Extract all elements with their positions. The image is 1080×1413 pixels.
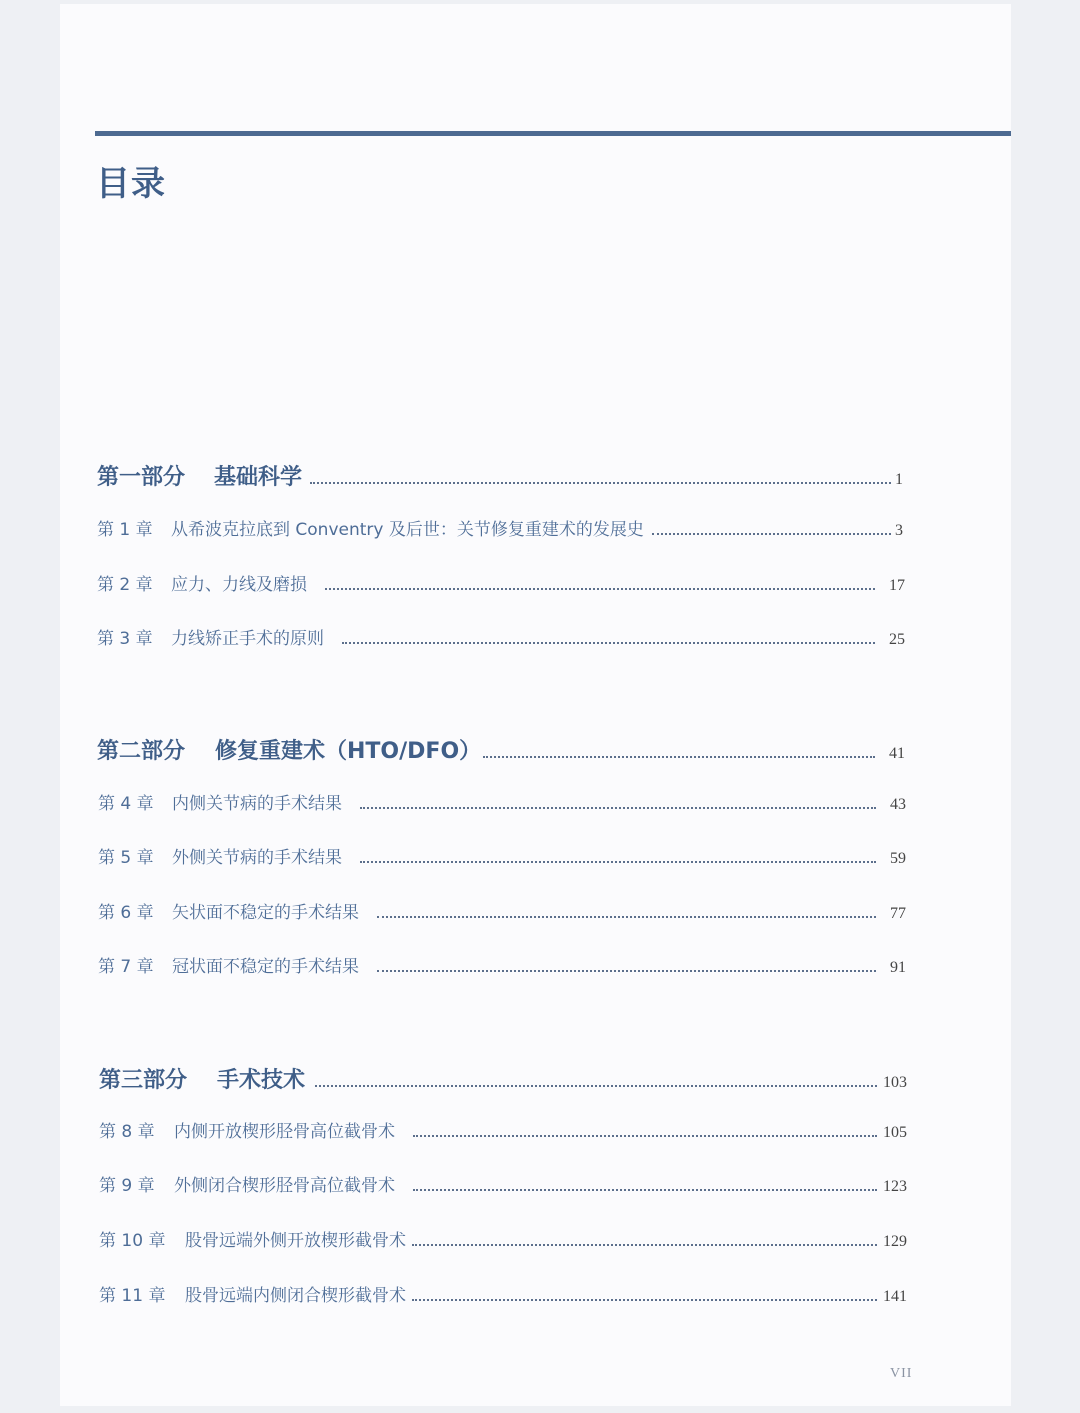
dot-leader — [342, 641, 875, 644]
toc-heading: 目录 — [96, 164, 166, 204]
page-number: 123 — [883, 1178, 907, 1195]
page-number: 3 — [895, 522, 903, 539]
dot-leader — [310, 481, 891, 484]
toc-chapter-10[interactable] — [99, 1226, 907, 1251]
part-title: 手术技术 — [217, 1068, 306, 1093]
page-number: 59 — [890, 850, 906, 867]
toc-chapter-5[interactable] — [98, 843, 906, 868]
dot-leader — [412, 1298, 877, 1301]
part-number: 第三部分 — [99, 1068, 188, 1093]
dot-leader — [377, 915, 876, 918]
toc-chapter-2[interactable] — [97, 570, 905, 595]
chapter-title: 外侧关节病的手术结果 — [172, 848, 342, 868]
dot-leader — [360, 860, 876, 863]
part-title: 修复重建术（HTO/DFO） — [215, 739, 482, 764]
chapter-title: 从希波克拉底到 Conventry 及后世：关节修复重建术的发展史 — [171, 520, 644, 540]
page-number: 43 — [890, 796, 906, 813]
chapter-number: 第 5 章 — [98, 848, 154, 868]
toc-chapter-4[interactable] — [98, 789, 906, 814]
page-number: 17 — [889, 577, 905, 594]
chapter-number: 第 11 章 — [99, 1286, 166, 1306]
chapter-title: 股骨远端内侧闭合楔形截骨术 — [185, 1286, 406, 1306]
toc-chapter-1[interactable] — [97, 515, 903, 540]
toc-chapter-6[interactable] — [98, 898, 906, 923]
page-number: 25 — [889, 631, 905, 648]
dot-leader — [483, 755, 875, 758]
page-number: 129 — [883, 1233, 907, 1250]
toc-part-2[interactable] — [97, 734, 905, 765]
chapter-number: 第 6 章 — [98, 903, 154, 923]
dot-leader — [652, 532, 891, 535]
page-number: 91 — [890, 959, 906, 976]
dot-leader — [377, 969, 876, 972]
part-title: 基础科学 — [214, 465, 303, 490]
toc-chapter-7[interactable] — [98, 952, 906, 977]
dot-leader — [360, 806, 876, 809]
toc-chapter-3[interactable] — [97, 624, 905, 649]
page-number: 105 — [883, 1124, 907, 1141]
part-number: 第一部分 — [97, 465, 186, 490]
toc-chapter-11[interactable] — [99, 1281, 907, 1306]
chapter-title: 力线矫正手术的原则 — [171, 629, 324, 649]
chapter-number: 第 3 章 — [97, 629, 153, 649]
page-number: 77 — [890, 905, 906, 922]
chapter-title: 内侧关节病的手术结果 — [172, 794, 342, 814]
dot-leader — [412, 1243, 877, 1246]
toc-chapter-9[interactable] — [99, 1171, 907, 1196]
part-number: 第二部分 — [97, 739, 186, 764]
dot-leader — [325, 587, 875, 590]
chapter-title: 内侧开放楔形胫骨高位截骨术 — [174, 1122, 395, 1142]
chapter-title: 外侧闭合楔形胫骨高位截骨术 — [174, 1176, 395, 1196]
page-number: 1 — [895, 471, 903, 488]
dot-leader — [413, 1188, 877, 1191]
toc-part-1[interactable] — [97, 460, 903, 491]
chapter-number: 第 9 章 — [99, 1176, 155, 1196]
page-number: 141 — [883, 1288, 907, 1305]
chapter-title: 应力、力线及磨损 — [171, 575, 307, 595]
chapter-number: 第 1 章 — [97, 520, 153, 540]
folio-page-number: VII — [890, 1366, 913, 1381]
chapter-title: 冠状面不稳定的手术结果 — [172, 957, 359, 977]
page-number: 103 — [883, 1074, 907, 1091]
chapter-title: 股骨远端外侧开放楔形截骨术 — [185, 1231, 406, 1251]
chapter-number: 第 8 章 — [99, 1122, 155, 1142]
toc-part-3[interactable] — [99, 1063, 907, 1094]
chapter-title: 矢状面不稳定的手术结果 — [172, 903, 359, 923]
dot-leader — [413, 1134, 877, 1137]
toc-chapter-8[interactable] — [99, 1117, 907, 1142]
chapter-number: 第 7 章 — [98, 957, 154, 977]
top-rule — [95, 131, 1011, 136]
chapter-number: 第 4 章 — [98, 794, 154, 814]
chapter-number: 第 2 章 — [97, 575, 153, 595]
page-number: 41 — [889, 745, 905, 762]
dot-leader — [315, 1084, 877, 1087]
chapter-number: 第 10 章 — [99, 1231, 166, 1251]
